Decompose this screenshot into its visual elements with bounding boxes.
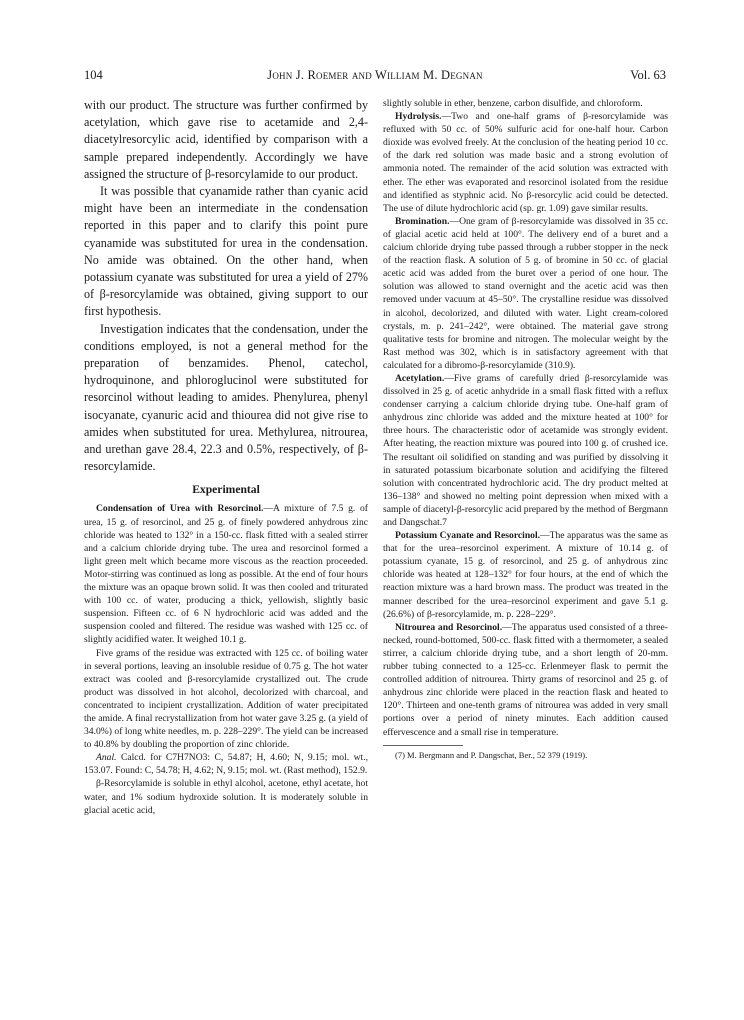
body-paragraph: with our product. The structure was further confirmed by acetylation, which gave rise to acetamide and 2,4-diacetylresorcylic acid, identified by comparison with a sample prepared independently. Accordingly we have assigned the structure of β-resorcylamide to our product. <box>84 98 368 181</box>
paragraph-text: —Five grams of carefully dried β-resorcylamide was dissolved in 25 g. of acetic anhydride in a small flask fitted with a reflux condenser carrying a calcium chloride drying tube. One-half gram of anhydrous zinc chloride was added and the mixture heated at 100° for three hours. The characteristic odor of acetamide was strongly evident. After heating, the reaction mixture was poured into 100 g. of crushed ice. The resultant oil solidified on standing and was purified by dissolving it in saturated potassium bicarbonate solution and acidifying the filtered solution with concentrated hydrochloric acid. The dry product melted at 136–138° and showed no melting point depression when mixed with a sample of diacetyl-β-resorcylic acid prepared by the method of Bergmann and Dangschat.7 <box>383 372 668 528</box>
footnote-divider <box>383 745 463 746</box>
footnote: (7) M. Bergmann and P. Dangschat, Ber., 52 379 (1919). <box>395 749 588 760</box>
body-paragraph: Investigation indicates that the condensation, under the conditions employed, is not a general method for the preparation of benzamides. Phenol, catechol, hydroquinone, and phloroglucinol were substituted for resorcinol without leading to amides. Phenylurea, phenyl isocyanate, cyanuric acid and thiourea did not give rise to amides when substituted for urea. Methylurea, nitrourea, and urethan gave 28.4, 22.3 and 0.5%, respectively, of β-resorcylamide. <box>84 321 368 474</box>
experimental-paragraph <box>383 215 668 372</box>
section-heading: Experimental <box>192 483 260 497</box>
experimental-paragraph <box>84 502 368 646</box>
analysis-paragraph <box>84 751 368 777</box>
paragraph-run-in-heading: Potassium Cyanate and Resorcinol. <box>395 530 541 542</box>
experimental-paragraph <box>383 110 668 215</box>
paragraph-run-in-heading: Hydrolysis. <box>395 111 442 123</box>
left-column <box>84 97 368 817</box>
body-paragraph: It was possible that cyanamide rather than cyanic acid might have been an intermediate in the condensation reported in this paper and to clarify this point pure cyanamide was substituted for urea in the condensation. No amide was obtained. On the other hand, when potassium cyanate was substituted for urea a yield of 27% of β-resorcylamide was obtained, giving support to our first hypothesis. <box>84 184 368 319</box>
paragraph-text: —One gram of β-resorcylamide was dissolved in 35 cc. of glacial acetic acid held at 100°. The delivery end of a buret and a calcium chloride drying tube passed through a rubber stopper in the neck of the reaction flask. A solution of 5 g. of bromine in 50 cc. of glacial acetic acid was added from the buret over a period of one hour. The solution was allowed to stand overnight and the acetic acid was then removed under vacuum at 45–50°. The crystalline residue was dissolved in alcohol, decolorized, and diluted with water. Light cream-colored crystals, m. p. 241–242°, were obtained. The material gave strong qualitative tests for bromine and nitrogen. The molecular weight by the Rast method was 302, which is in satisfactory agreement with that calculated for a dibromo-β-resorcylamide (310.9). <box>383 215 668 371</box>
paragraph-text: Calcd. for C7H7NO3: C, 54.87; H, 4.60; N, 9.15; mol. wt., 153.07. Found: C, 54.78; H, 4.62; N, 9.15; mol. wt. (Rast method), 152.9. <box>84 752 368 777</box>
experimental-paragraph <box>383 372 668 529</box>
paragraph-run-in-heading: Bromination. <box>395 215 450 227</box>
paragraph-text: —The apparatus used consisted of a three-necked, round-bottomed, 500-cc. flask fitted with a thermometer, a sealed stirrer, a calcium chloride drying tube, and a short length of 20-mm. rubber tubing connected to a 125-cc. Erlenmeyer flask to permit the controlled addition of nitrourea. Thirty grams of resorcinol and 25 g. of anhydrous zinc chloride were placed in the reaction flask and heated to 120°. Thirteen and one-tenth grams of nitrourea was added in very small portions over a period of ninety minutes. Each addition caused effervescence and a small rise in temperature. <box>383 621 668 738</box>
experimental-paragraph: β-Resorcylamide is soluble in ethyl alcohol, acetone, ethyl acetate, hot water, and 1% sodium hydroxide solution. It is moderately soluble in glacial acetic acid, <box>84 778 368 816</box>
page-header <box>84 68 666 84</box>
paragraph-text: —Two and one-half grams of β-resorcylamide was refluxed with 50 cc. of 50% sulfuric acid for one-half hour. Carbon dioxide was evolved freely. At the conclusion of the heating period 10 cc. of the dark red solution was made basic and a strong evolution of ammonia noted. The remainder of the acid solution was extracted with ether. The ether was evaporated and resorcinol isolated from the residue and identified as styphnic acid. No β-resorcylic acid could be detected. The use of dilute hydrochloric acid (sp. gr. 1.09) gave similar results. <box>383 111 668 214</box>
experimental-paragraph <box>383 621 668 739</box>
running-title: John J. Roemer and William M. Degnan <box>267 68 483 82</box>
volume-label: Vol. 63 <box>630 68 666 82</box>
analysis-label: Anal. <box>96 752 117 764</box>
experimental-paragraph <box>383 529 668 621</box>
right-column <box>383 97 668 761</box>
experimental-paragraph: Five grams of the residue was extracted with 125 cc. of boiling water in several portions, leaving an insoluble residue of 0.75 g. The hot water extract was cooled and β-resorcylamide crystallized out. The crude product was dissolved in hot alcohol, decolorized with charcoal, and concentrated to incipient crystallization. Addition of water precipitated the amide. A final recrystallization from hot water gave 3.25 g. (a yield of 34.0%) of long white needles, m. p. 228–229°. The yield can be increased to 40.8% by doubling the proportion of zinc chloride. <box>84 647 368 751</box>
paragraph-text: —A mixture of 7.5 g. of urea, 15 g. of resorcinol, and 25 g. of finely powdered anhydrous zinc chloride was heated to 132° in a 150-cc. flask fitted with a sealed stirrer and a calcium chloride drying tube. The urea and resorcinol formed a light green melt which became more viscous as the reaction proceeded. Motor-stirring was continued as long as possible. At the end of four hours the mixture was an opaque brown solid. It was then cooled and triturated with 100 cc. of water, producing a thick, yellowish, slightly basic suspension. Fifteen cc. of 6 N hydrochloric acid was added and the suspension cooled and filtered. The residue was washed with 125 cc. of slightly acidified water. It weighed 10.1 g. <box>84 503 368 646</box>
paragraph-run-in-heading: Condensation of Urea with Resorcinol. <box>96 503 264 515</box>
page-number: 104 <box>84 68 103 82</box>
paragraph-run-in-heading: Acetylation. <box>395 372 445 384</box>
paragraph-run-in-heading: Nitrourea and Resorcinol. <box>395 621 503 633</box>
paragraph-text: —The apparatus was the same as that for the urea–resorcinol experiment. A mixture of 10.14 g. of potassium cyanate, 15 g. of resorcinol, and 25 g. of anhydrous zinc chloride was heated at 128–132° for four hours, at the end of which the reaction mixture was a hard brown mass. The product was treated in the manner described for the urea–resorcinol experiment and gave 5.1 g. (26.6%) of β-resorcylamide, m. p. 228–229°. <box>383 530 668 620</box>
experimental-paragraph: slightly soluble in ether, benzene, carbon disulfide, and chloroform. <box>383 98 643 109</box>
